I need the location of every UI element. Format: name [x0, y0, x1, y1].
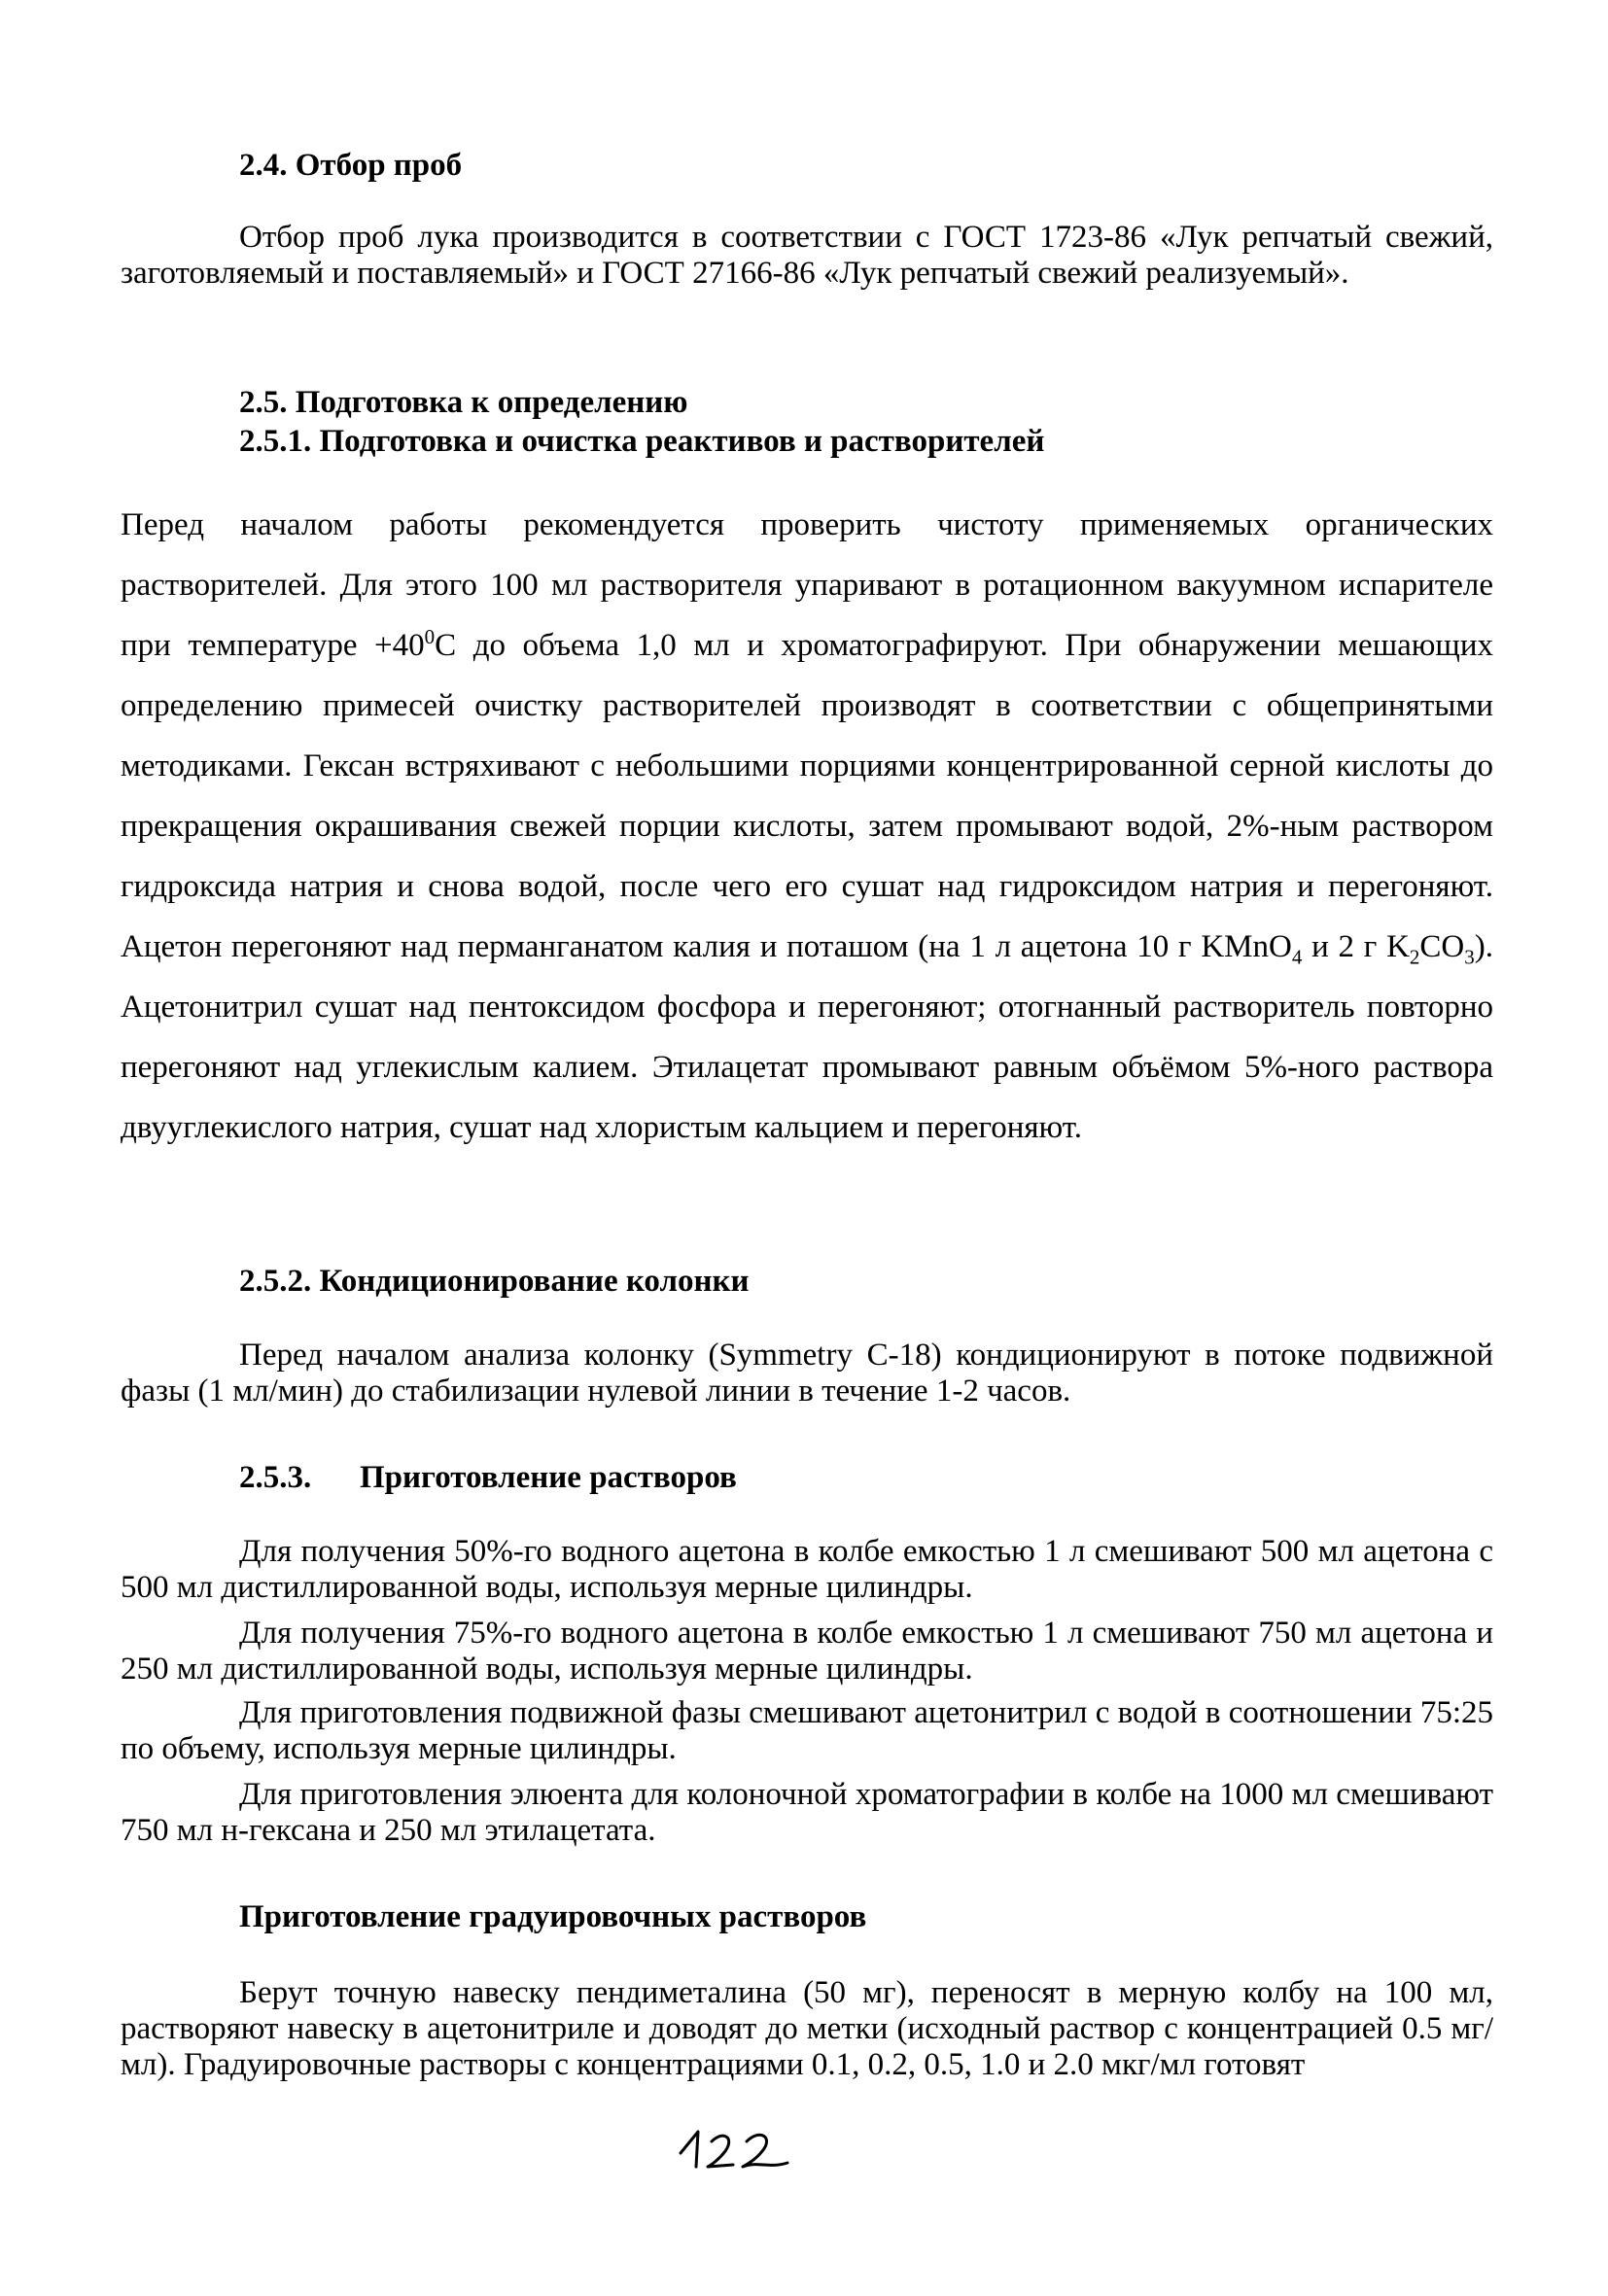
section-2-5-3-paragraph-4: Для приготовления элюента для колоночной хроматографии в колбе на 1000 мл смешивают 750 мл н-гексана и 250 мл этилацетата.	[121, 1777, 1493, 1848]
section-2-5-1-paragraph	[121, 495, 1493, 1158]
section-2-5-3-heading	[239, 1458, 737, 1497]
section-number: 2.5.3.	[239, 1460, 312, 1495]
section-2-4-heading: 2.4. Отбор проб	[239, 148, 463, 183]
calibration-paragraph: Берут точную навеску пендиметалина (50 мг), переносят в мерную колбу на 100 мл, растворяют навеску в ацетонитриле и доводят до метки (исходный раствор с концентрацией 0.5 мг/мл). Градуировочные растворы с концентрациями 0.1, 0.2, 0.5, 1.0 и 2.0 мкг/мл готовят	[121, 1975, 1493, 2082]
section-2-4-paragraph: Отбор проб лука производится в соответствии с ГОСТ 1723-86 «Лук репчатый свежий, заготовляемый и поставляемый» и ГОСТ 27166-86 «Лук репчатый свежий реализуемый».	[121, 220, 1493, 291]
section-2-5-2-heading: 2.5.2. Кондиционирование колонки	[239, 1264, 750, 1299]
subscript: 3	[1464, 945, 1475, 969]
paragraph-text: CO	[1419, 929, 1465, 964]
handwriting-stroke	[681, 2132, 698, 2167]
paragraph-text: С до объема 1,0 мл и хроматографируют. При обнаружении мешающих определению примесей очистку растворителей производят в соответствии с общепринятыми методиками. Гексан встряхивают с небольшими порциями концентрированной серной кислоты до прекращения окрашивания свежей порции кислоты, затем промывают водой, 2%-ным раствором гидроксида натрия и снова водой, после чего его сушат над гидроксидом натрия и перегоняют. Ацетон перегоняют над перманганатом калия и поташом (на 1 л ацетона 10 г KMnO	[121, 628, 1493, 964]
calibration-heading: Приготовление градуировочных растворов	[239, 1899, 867, 1934]
section-2-5-heading: 2.5. Подготовка к определению	[239, 385, 688, 420]
paragraph-text: Перед началом работы рекомендуется проверить чистоту применяемых органических растворителей. Для этого 100 мл растворителя упаривают в ротационном вакуумном испарителе при температуре +40	[121, 507, 1493, 663]
section-2-5-2-paragraph: Перед началом анализа колонку (Symmetry C-18) кондиционируют в потоке подвижной фазы (1 мл/мин) до стабилизации нулевой линии в течение 1-2 часов.	[121, 1338, 1493, 1409]
subscript: 2	[1409, 945, 1420, 969]
section-title: Приготовление растворов	[360, 1460, 737, 1495]
section-2-5-3-paragraph-1: Для получения 50%-го водного ацетона в колбе емкостью 1 л смешивают 500 мл ацетона с 500 мл дистиллированной воды, используя мерные цилиндры.	[121, 1534, 1493, 1605]
section-2-5-1-heading: 2.5.1. Подготовка и очистка реактивов и растворителей	[239, 424, 1045, 459]
paragraph-text: ). Ацетонитрил сушат над пентоксидом фосфора и перегоняют; отогнанный растворитель повторно перегоняют над углекислым калием. Этилацетат промывают равным объёмом 5%-ного раствора двууглекислого натрия, сушат над хлористым кальцием и перегоняют.	[121, 929, 1494, 1145]
section-2-5-3-paragraph-3: Для приготовления подвижной фазы смешивают ацетонитрил с водой в соотношении 75:25 по объему, используя мерные цилиндры.	[121, 1695, 1493, 1766]
handwriting-stroke	[743, 2135, 787, 2167]
paragraph-text: и 2 г K	[1302, 929, 1410, 964]
section-2-5-3-paragraph-2: Для получения 75%-го водного ацетона в колбе емкостью 1 л смешивают 750 мл ацетона и 250 мл дистиллированной воды, используя мерные цилиндры.	[121, 1616, 1493, 1687]
handwriting-stroke	[708, 2136, 733, 2167]
subscript: 4	[1291, 945, 1303, 969]
superscript: 0	[424, 625, 436, 648]
handwritten-page-number	[673, 2124, 799, 2178]
